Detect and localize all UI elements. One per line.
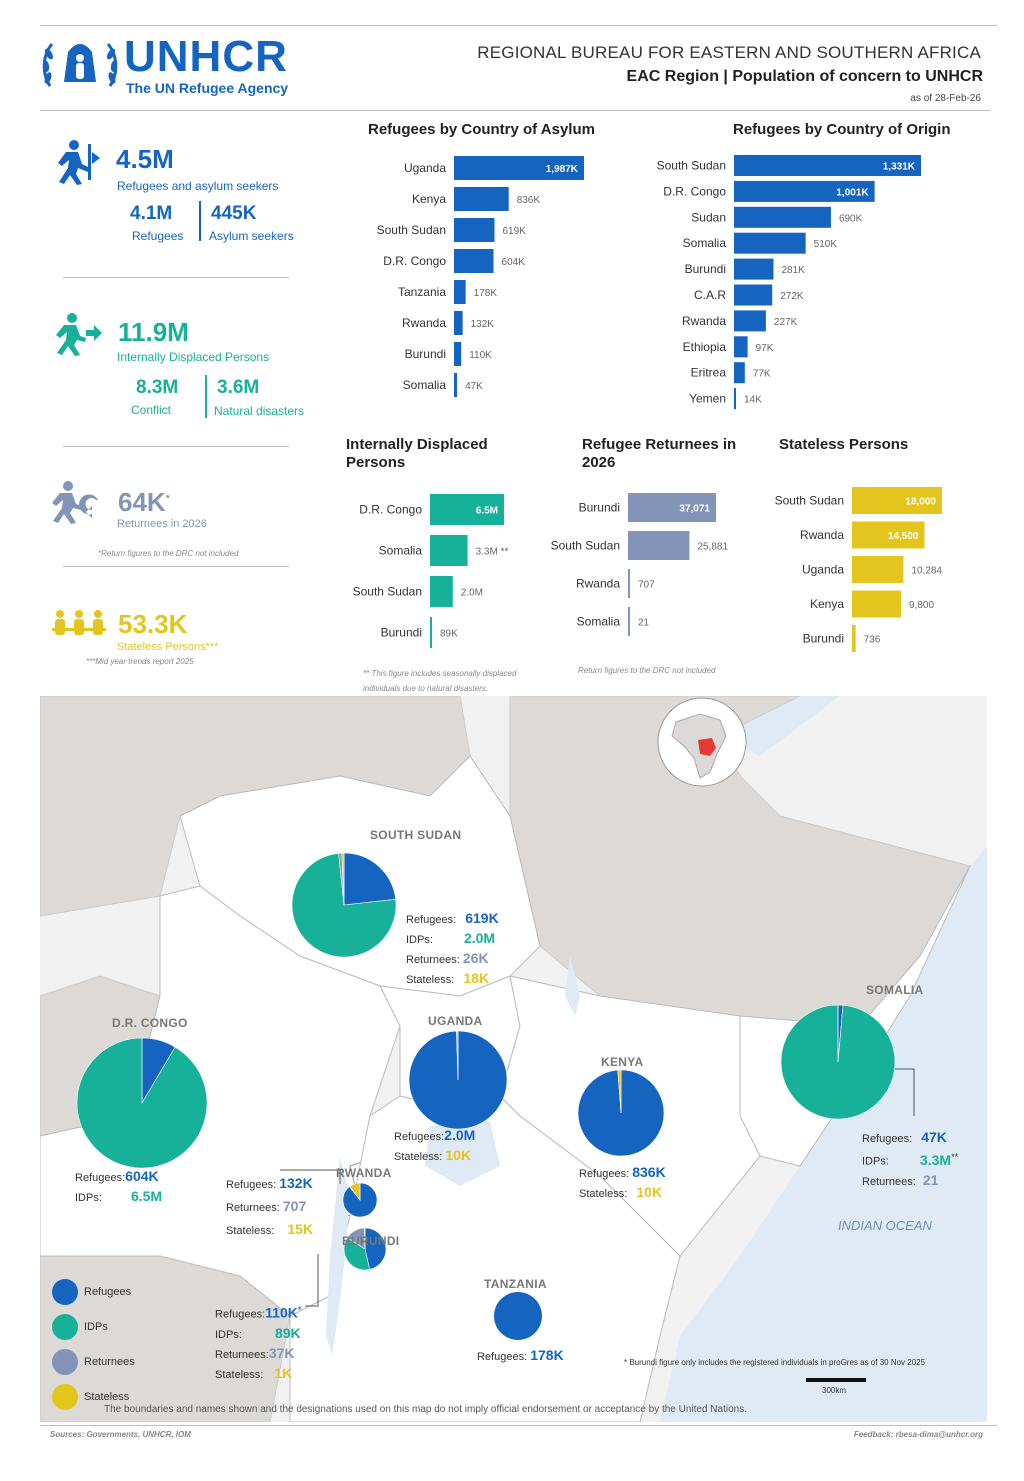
bu-idps-value: 89K — [274, 1324, 301, 1341]
bar-value-label: 619K — [502, 226, 526, 237]
header-rule — [40, 110, 990, 111]
footer-rule — [40, 1425, 997, 1426]
refugees-total-label: Refugees and asylum seekers — [117, 179, 279, 193]
legend-idps-swatch — [52, 1314, 78, 1340]
stateless-bar-chart — [756, 484, 996, 656]
bar — [734, 388, 736, 409]
bar-category-label: Rwanda — [575, 576, 620, 591]
rw-refugees-value: 132K — [279, 1175, 313, 1191]
bar-value-label: 18,000 — [905, 496, 936, 508]
kpi-rule — [63, 277, 289, 278]
bar-category-label: Kenya — [809, 597, 844, 611]
bar-category-label: Burundi — [380, 625, 422, 640]
bar-category-label: Burundi — [578, 500, 620, 515]
so-returnees-row — [862, 1171, 958, 1191]
bar-category-label: Somalia — [378, 543, 422, 558]
bu-returnees-row — [215, 1344, 301, 1364]
legend-refugees-label: Refugees — [84, 1285, 132, 1298]
so-returnees-label: Returnees: — [862, 1175, 916, 1188]
rw-returnees-label: Returnees: — [226, 1202, 280, 1214]
asylum-value: 445K — [211, 203, 257, 224]
bar-category-label: South Sudan — [352, 584, 422, 599]
refugees-total-value: 4.5M — [116, 144, 174, 174]
rw-returnees-row — [226, 1196, 313, 1219]
bar — [430, 535, 468, 566]
bar-value-label: 77K — [752, 368, 771, 380]
origin-bar-chart — [630, 150, 970, 415]
so-idps-mark: ** — [951, 1152, 959, 1162]
ke-stateless-label: Stateless: — [579, 1188, 628, 1200]
stateless-chart-title: Stateless Persons — [779, 436, 909, 453]
bar-category-label: Somalia — [682, 236, 726, 251]
asylum-chart-title: Refugees by Country of Asylum — [368, 121, 595, 138]
bar-value-label: 510K — [813, 239, 838, 251]
refugee-running-icon — [52, 138, 102, 186]
bar — [852, 625, 856, 652]
so-refugees-label: Refugees: — [862, 1133, 913, 1145]
natural-label: Natural disasters — [214, 404, 305, 418]
bu-refugees-mark: * — [297, 1305, 302, 1315]
bar-value-label: 836K — [516, 195, 541, 206]
bar-value-label: 6.5M — [475, 505, 498, 517]
tanzania-stats — [477, 1346, 564, 1366]
bu-refugees-value: 110K — [265, 1304, 298, 1321]
bar-category-label: Burundi — [404, 347, 446, 361]
bar-category-label: Somalia — [576, 614, 620, 629]
drc-idps-label: IDPs: — [75, 1192, 102, 1204]
asylum-label: Asylum seekers — [209, 229, 294, 243]
bu-refugees-row — [215, 1301, 301, 1324]
legend-refugees — [52, 1274, 135, 1309]
ss-returnees-label: Returnees: — [406, 954, 460, 966]
bar — [628, 531, 689, 560]
bu-idps-row — [215, 1324, 301, 1344]
stateless-label: Stateless Persons*** — [117, 641, 219, 653]
bar — [852, 556, 903, 583]
kenya-stats — [579, 1163, 666, 1203]
ss-idps-label: IDPs: — [406, 934, 433, 946]
bar-category-label: Rwanda — [401, 316, 446, 330]
bu-returnees-value: 37K — [268, 1344, 295, 1361]
bar-category-label: C.A.R — [693, 288, 726, 302]
rw-refugees-label: Refugees: — [226, 1179, 277, 1191]
ss-idps-value: 2.0M — [463, 930, 496, 946]
bar — [454, 187, 509, 211]
bar-category-label: Burundi — [802, 631, 844, 646]
so-idps-row — [862, 1148, 958, 1171]
unhcr-logo — [40, 34, 310, 98]
idps-total-value: 11.9M — [118, 317, 189, 347]
stateless-people-icon — [52, 608, 106, 640]
bar — [454, 373, 457, 397]
origin-chart-title: Refugees by Country of Origin — [733, 121, 951, 138]
bar-value-label: 10,284 — [911, 565, 943, 577]
conflict-label: Conflict — [131, 403, 172, 417]
ke-refugees-row — [579, 1163, 666, 1183]
sources: Sources: Governments, UNHCR, IOM — [50, 1430, 191, 1439]
uganda-stats — [394, 1126, 475, 1166]
ug-stateless-label: Stateless: — [394, 1151, 443, 1163]
bar-value-label: 281K — [781, 265, 805, 277]
legend-idps — [52, 1309, 135, 1344]
bar-category-label: Somalia — [402, 378, 446, 392]
returnees-chart-note: Return figures to the DRC not included — [578, 666, 716, 675]
bar-category-label: Eritrea — [690, 365, 726, 380]
kpi-divider-idps — [205, 375, 207, 418]
natural-value: 3.6M — [217, 377, 260, 398]
ss-returnees-value: 26K — [462, 950, 489, 966]
kpi-rule-3 — [63, 566, 289, 567]
bar-value-label: 178K — [473, 288, 498, 299]
map-leader-lines — [40, 696, 987, 1422]
drc-refugees-label: Refugees: — [75, 1172, 126, 1184]
bar-value-label: 604K — [501, 257, 525, 268]
so-idps-value: 3.3M — [919, 1151, 952, 1168]
rw-refugees-row — [226, 1173, 313, 1196]
bar-category-label: Ethiopia — [682, 339, 726, 354]
refugees-value: 4.1M — [130, 203, 173, 224]
rw-stateless-row — [226, 1219, 313, 1242]
tz-refugees-label: Refugees: — [477, 1351, 528, 1363]
label-burundi: BURUNDI — [342, 1234, 400, 1248]
bar-value-label: 97K — [755, 342, 774, 354]
bar — [734, 336, 748, 357]
legend-returnees — [52, 1344, 135, 1379]
unhcr-emblem-icon — [40, 34, 120, 98]
idp-bar-chart — [330, 490, 550, 650]
bar — [430, 576, 453, 607]
bar — [628, 569, 630, 598]
bar-category-label: South Sudan — [376, 223, 446, 237]
idp-running-icon — [52, 312, 102, 356]
bar-value-label: 21 — [638, 617, 650, 629]
region-map — [40, 696, 987, 1422]
map-legend — [52, 1274, 135, 1414]
so-refugees-value: 47K — [921, 1129, 947, 1145]
conflict-value: 8.3M — [136, 377, 179, 398]
bu-stateless-label: Stateless: — [215, 1368, 264, 1381]
bar — [454, 218, 494, 242]
bar-category-label: Yemen — [689, 391, 726, 406]
bar — [734, 233, 806, 254]
burundi-note: * Burundi figure only includes the registered individuals in proGres as of 30 Nov 2025 — [624, 1358, 926, 1367]
bar — [628, 607, 630, 636]
bar — [734, 310, 766, 331]
rw-stateless-label: Stateless: — [226, 1225, 275, 1237]
ke-stateless-value: 10K — [636, 1184, 663, 1200]
bar-value-label: 736 — [863, 634, 881, 646]
bar — [734, 362, 745, 383]
bar-value-label: 227K — [773, 316, 798, 328]
returnees-bar-chart — [530, 490, 770, 640]
label-uganda: UGANDA — [428, 1014, 483, 1028]
bar-category-label: South Sudan — [656, 158, 726, 173]
bar-category-label: D.R. Congo — [359, 502, 422, 517]
refugees-label: Refugees — [132, 229, 184, 243]
returnees-mark: * — [165, 493, 170, 505]
bar — [734, 285, 772, 306]
logo-subtitle: The UN Refugee Agency — [126, 80, 289, 96]
rw-stateless-value: 15K — [287, 1221, 314, 1237]
returnees-chart-title: Refugee Returnees in 2026 — [582, 436, 737, 471]
returnees-label: Returnees in 2026 — [117, 518, 207, 530]
returnee-icon — [52, 480, 102, 524]
somalia-stats — [862, 1128, 958, 1191]
asylum-bar-chart — [340, 150, 600, 400]
legend-returnees-swatch — [52, 1349, 78, 1375]
bar-category-label: Sudan — [691, 210, 726, 225]
as-of-date: as of 28-Feb-26 — [910, 93, 981, 104]
bar-category-label: D.R. Congo — [383, 254, 446, 268]
burundi-stats — [215, 1301, 301, 1384]
bu-idps-label: IDPs: — [215, 1328, 242, 1341]
bar — [454, 249, 494, 273]
bar-value-label: 1,987K — [545, 164, 578, 175]
bar-value-label: 690K — [838, 213, 863, 225]
bar-value-label: 3.3M ** — [475, 546, 509, 558]
bar-category-label: Tanzania — [397, 285, 446, 299]
ss-idps-row — [406, 929, 499, 949]
bar-value-label: 14K — [744, 394, 762, 406]
bar-value-label: 110K — [469, 350, 492, 361]
south-sudan-stats — [406, 909, 499, 989]
ke-refugees-value: 836K — [632, 1164, 666, 1180]
bar — [454, 342, 461, 366]
ss-stateless-label: Stateless: — [406, 974, 455, 986]
logo-wordmark: UNHCR — [124, 32, 288, 81]
label-south-sudan: SOUTH SUDAN — [370, 828, 462, 842]
label-drc: D.R. CONGO — [112, 1016, 188, 1030]
ke-refugees-label: Refugees: — [579, 1168, 630, 1180]
rw-returnees-value: 707 — [282, 1198, 307, 1214]
bu-refugees-label: Refugees: — [215, 1308, 266, 1321]
idp-chart-title: Internally Displaced Persons — [346, 436, 488, 471]
rwanda-stats — [226, 1173, 313, 1242]
ug-refugees-row — [394, 1126, 475, 1146]
bar — [430, 617, 432, 648]
bar-value-label: 707 — [638, 579, 655, 591]
page-title: EAC Region | Population of concern to UNHCR — [626, 68, 983, 85]
legend-idps-label: IDPs — [84, 1320, 108, 1333]
ss-refugees-label: Refugees: — [406, 914, 457, 926]
bar-category-label: Uganda — [403, 161, 446, 175]
kpi-divider — [199, 201, 201, 241]
ss-stateless-row — [406, 969, 499, 989]
bar-value-label: 47K — [465, 381, 483, 392]
returnees-note: *Return figures to the DRC not included — [98, 549, 239, 558]
bar-category-label: D.R. Congo — [663, 184, 726, 199]
so-returnees-value: 21 — [922, 1171, 939, 1188]
idp-chart-note: ** This figure includes seasonally displaced individuals due to natural disasters. — [363, 669, 517, 693]
bu-stateless-value: 1K — [274, 1364, 293, 1381]
drc-refugees-value: 604K — [125, 1168, 159, 1184]
returnees-value — [118, 487, 170, 518]
label-indian-ocean: INDIAN OCEAN — [838, 1218, 932, 1233]
ss-stateless-value: 18K — [463, 970, 490, 986]
ss-refugees-row — [406, 909, 499, 929]
kpi-rule-2 — [63, 446, 289, 447]
drc-idps-row — [75, 1187, 162, 1207]
idps-total-label: Internally Displaced Persons — [117, 350, 270, 364]
header-bureau: REGIONAL BUREAU FOR EASTERN AND SOUTHERN AFRICA — [477, 43, 981, 62]
bar — [734, 207, 831, 228]
legend-returnees-label: Returnees — [84, 1355, 135, 1368]
map-disclaimer: The boundaries and names shown and the designations used on this map do not imply official endorsement or acceptance by the United Nations. — [104, 1404, 747, 1415]
bu-stateless-row — [215, 1364, 301, 1384]
ug-refugees-value: 2.0M — [444, 1127, 476, 1143]
ug-refugees-label: Refugees: — [394, 1131, 445, 1143]
bar-value-label: 9,800 — [909, 600, 935, 611]
bu-returnees-label: Returnees: — [215, 1348, 269, 1361]
returnees-number: 64K — [118, 487, 166, 517]
stateless-note: ***Mid year trends report 2025 — [86, 657, 194, 666]
bar-category-label: South Sudan — [774, 493, 844, 508]
ug-stateless-value: 10K — [445, 1147, 472, 1163]
label-kenya: KENYA — [601, 1055, 644, 1069]
drc-stats — [75, 1167, 162, 1207]
bar-category-label: Rwanda — [681, 313, 726, 328]
bar-value-label: 132K — [470, 319, 494, 330]
bar-value-label: 1,001K — [836, 187, 869, 199]
legend-stateless-label: Stateless — [84, 1390, 130, 1403]
feedback: Feedback: rbesa-dima@unhcr.org — [853, 1430, 983, 1439]
tz-refugees-value: 178K — [530, 1347, 564, 1363]
stateless-value: 53.3K — [118, 609, 188, 639]
bar-category-label: Rwanda — [799, 528, 844, 542]
bar-value-label: 1,331K — [882, 161, 915, 173]
bar-value-label: 14,500 — [887, 531, 919, 542]
bar-value-label: 272K — [780, 291, 804, 302]
bar-value-label: 37,071 — [679, 503, 710, 515]
ke-stateless-row — [579, 1183, 666, 1203]
label-somalia: SOMALIA — [866, 983, 924, 997]
bar-value-label: 25,881 — [697, 541, 729, 553]
legend-stateless-swatch — [52, 1384, 78, 1410]
label-tanzania: TANZANIA — [484, 1277, 547, 1291]
drc-idps-value: 6.5M — [130, 1188, 163, 1204]
bar — [852, 591, 901, 618]
bar-category-label: Uganda — [801, 562, 844, 577]
bar-category-label: Burundi — [684, 262, 726, 277]
label-rwanda: RWANDA — [336, 1166, 392, 1180]
ss-returnees-row — [406, 949, 499, 969]
bar-category-label: Kenya — [411, 192, 446, 206]
bar — [454, 280, 466, 304]
legend-refugees-swatch — [52, 1279, 78, 1305]
ug-stateless-row — [394, 1146, 475, 1166]
bar — [734, 259, 773, 280]
scale-label: 300km — [822, 1386, 847, 1395]
bar-value-label: 2.0M — [460, 587, 484, 599]
so-refugees-row — [862, 1128, 958, 1148]
bar-value-label: 89K — [440, 628, 458, 640]
drc-refugees-row — [75, 1167, 162, 1187]
bar — [454, 311, 463, 335]
bar-category-label: South Sudan — [550, 538, 620, 553]
scale-bar — [806, 1378, 866, 1382]
ss-refugees-value: 619K — [465, 910, 499, 926]
so-idps-label: IDPs: — [862, 1155, 889, 1168]
top-rule — [40, 25, 997, 26]
